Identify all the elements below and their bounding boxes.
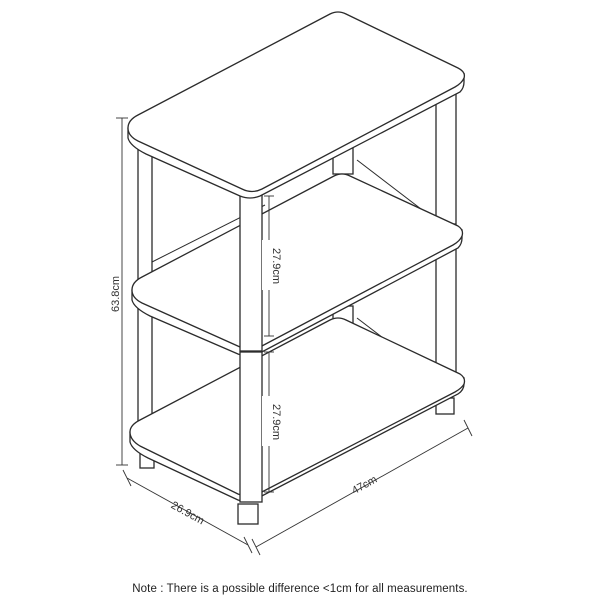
right-leg-upper — [436, 92, 456, 224]
measurement-note: Note : There is a possible difference <1cm for all measurements. — [132, 583, 468, 595]
depth-label: 26.9cm — [168, 499, 207, 528]
front-leg-upper — [240, 195, 262, 351]
bottom-shelf — [130, 318, 465, 501]
middle-shelf — [132, 174, 463, 356]
dim-height-total — [110, 118, 128, 465]
height-total-label: 63.8cm — [110, 275, 122, 313]
left-leg-upper — [138, 140, 152, 280]
front-foot — [238, 504, 258, 524]
shelf-gap-lower-label: 27.9cm — [270, 403, 282, 441]
front-legs — [238, 195, 262, 524]
width-label: 47cm — [349, 473, 380, 498]
shelf-gap-upper-label: 27.9cm — [270, 247, 282, 285]
front-leg-lower — [240, 352, 262, 502]
top-shelf — [128, 12, 464, 198]
